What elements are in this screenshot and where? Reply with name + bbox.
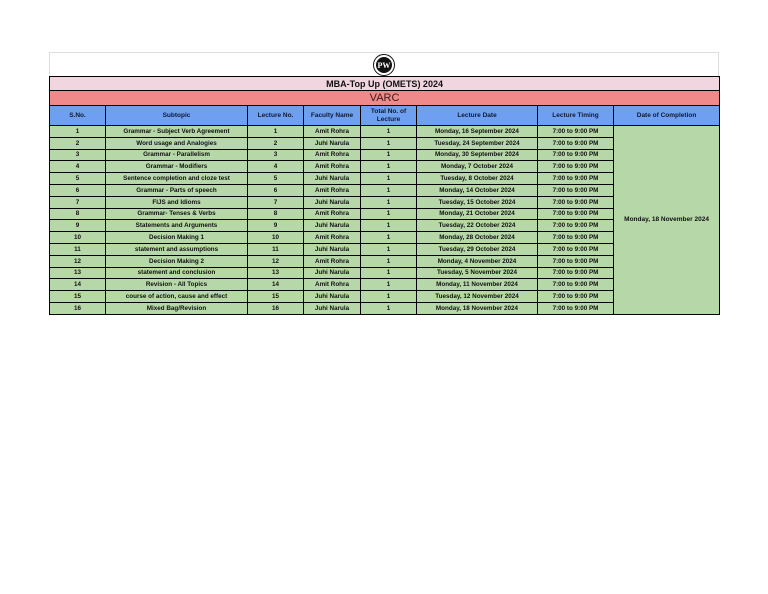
cell-sno: 9 [50,220,106,232]
cell-sno: 2 [50,137,106,149]
col-header-sno: S.No. [50,106,106,126]
cell-lecture-no: 11 [248,243,304,255]
cell-subtopic: FIJS and Idioms [106,196,248,208]
cell-timing: 7:00 to 9:00 PM [538,196,614,208]
col-header-date: Lecture Date [417,106,538,126]
cell-total: 1 [361,220,417,232]
cell-date: Tuesday, 24 September 2024 [417,137,538,149]
cell-total: 1 [361,184,417,196]
cell-faculty: Juhi Narula [304,196,361,208]
cell-sno: 5 [50,173,106,185]
cell-date: Tuesday, 8 October 2024 [417,173,538,185]
schedule-sheet [49,52,719,315]
cell-total: 1 [361,208,417,220]
cell-total: 1 [361,232,417,244]
col-header-subtopic: Subtopic [106,106,248,126]
cell-lecture-no: 12 [248,255,304,267]
cell-subtopic: Decision Making 1 [106,232,248,244]
cell-date: Tuesday, 22 October 2024 [417,220,538,232]
cell-timing: 7:00 to 9:00 PM [538,291,614,303]
cell-faculty: Amit Rohra [304,232,361,244]
cell-faculty: Amit Rohra [304,208,361,220]
cell-faculty: Juhi Narula [304,220,361,232]
col-header-completion: Date of Completion [614,106,720,126]
cell-timing: 7:00 to 9:00 PM [538,279,614,291]
header-row [50,106,720,126]
cell-subtopic: Grammar- Tenses & Verbs [106,208,248,220]
cell-lecture-no: 5 [248,173,304,185]
section-row [50,91,720,106]
cell-date: Monday, 7 October 2024 [417,161,538,173]
col-header-timing: Lecture Timing [538,106,614,126]
cell-date: Tuesday, 5 November 2024 [417,267,538,279]
cell-completion-date: Monday, 18 November 2024 [614,126,720,315]
col-header-total: Total No. of Lecture [361,106,417,126]
cell-total: 1 [361,267,417,279]
cell-date: Monday, 11 November 2024 [417,279,538,291]
cell-faculty: Juhi Narula [304,137,361,149]
cell-date: Tuesday, 12 November 2024 [417,291,538,303]
cell-sno: 4 [50,161,106,173]
cell-lecture-no: 15 [248,291,304,303]
cell-sno: 14 [50,279,106,291]
cell-subtopic: Word usage and Analogies [106,137,248,149]
cell-date: Tuesday, 29 October 2024 [417,243,538,255]
cell-date: Monday, 14 October 2024 [417,184,538,196]
cell-sno: 12 [50,255,106,267]
cell-total: 1 [361,149,417,161]
cell-faculty: Juhi Narula [304,302,361,314]
cell-timing: 7:00 to 9:00 PM [538,149,614,161]
cell-sno: 3 [50,149,106,161]
cell-faculty: Juhi Narula [304,267,361,279]
cell-faculty: Juhi Narula [304,243,361,255]
cell-timing: 7:00 to 9:00 PM [538,243,614,255]
svg-text:PW: PW [377,60,391,70]
col-header-faculty: Faculty Name [304,106,361,126]
table-row [50,126,720,138]
cell-subtopic: Revision - All Topics [106,279,248,291]
cell-sno: 6 [50,184,106,196]
cell-timing: 7:00 to 9:00 PM [538,173,614,185]
cell-timing: 7:00 to 9:00 PM [538,220,614,232]
cell-total: 1 [361,173,417,185]
cell-subtopic: Decision Making 2 [106,255,248,267]
cell-subtopic: statement and conclusion [106,267,248,279]
cell-sno: 11 [50,243,106,255]
cell-sno: 7 [50,196,106,208]
cell-subtopic: Grammar - Subject Verb Agreement [106,126,248,138]
cell-date: Monday, 30 September 2024 [417,149,538,161]
cell-subtopic: Grammar - Modifiers [106,161,248,173]
cell-total: 1 [361,161,417,173]
cell-date: Monday, 21 October 2024 [417,208,538,220]
pw-logo-mark [377,58,391,72]
section-title: VARC [50,91,720,106]
cell-date: Monday, 18 November 2024 [417,302,538,314]
cell-faculty: Juhi Narula [304,291,361,303]
cell-lecture-no: 7 [248,196,304,208]
cell-timing: 7:00 to 9:00 PM [538,267,614,279]
cell-sno: 16 [50,302,106,314]
logo-row [49,52,719,76]
cell-lecture-no: 16 [248,302,304,314]
cell-subtopic: Grammar - Parallelism [106,149,248,161]
cell-total: 1 [361,196,417,208]
cell-subtopic: course of action, cause and effect [106,291,248,303]
cell-timing: 7:00 to 9:00 PM [538,302,614,314]
cell-sno: 1 [50,126,106,138]
cell-total: 1 [361,243,417,255]
cell-subtopic: Statements and Arguments [106,220,248,232]
cell-timing: 7:00 to 9:00 PM [538,126,614,138]
schedule-table [49,76,720,315]
cell-sno: 8 [50,208,106,220]
pw-logo-icon [374,55,394,75]
cell-sno: 13 [50,267,106,279]
cell-lecture-no: 1 [248,126,304,138]
cell-timing: 7:00 to 9:00 PM [538,255,614,267]
cell-subtopic: statement and assumptions [106,243,248,255]
cell-sno: 10 [50,232,106,244]
cell-date: Tuesday, 15 October 2024 [417,196,538,208]
cell-subtopic: Grammar - Parts of speech [106,184,248,196]
cell-timing: 7:00 to 9:00 PM [538,232,614,244]
cell-faculty: Amit Rohra [304,279,361,291]
cell-total: 1 [361,126,417,138]
cell-timing: 7:00 to 9:00 PM [538,137,614,149]
cell-faculty: Juhi Narula [304,173,361,185]
cell-total: 1 [361,302,417,314]
cell-subtopic: Sentence completion and cloze test [106,173,248,185]
cell-timing: 7:00 to 9:00 PM [538,161,614,173]
cell-subtopic: Mixed Bag/Revision [106,302,248,314]
cell-lecture-no: 3 [248,149,304,161]
cell-date: Monday, 16 September 2024 [417,126,538,138]
cell-faculty: Amit Rohra [304,149,361,161]
cell-lecture-no: 4 [248,161,304,173]
title-row [50,77,720,91]
cell-lecture-no: 13 [248,267,304,279]
cell-date: Monday, 28 October 2024 [417,232,538,244]
cell-faculty: Amit Rohra [304,126,361,138]
cell-timing: 7:00 to 9:00 PM [538,184,614,196]
cell-timing: 7:00 to 9:00 PM [538,208,614,220]
cell-faculty: Amit Rohra [304,184,361,196]
cell-lecture-no: 2 [248,137,304,149]
cell-total: 1 [361,279,417,291]
sheet-title: MBA-Top Up (OMETS) 2024 [50,77,720,91]
cell-lecture-no: 6 [248,184,304,196]
cell-total: 1 [361,255,417,267]
cell-lecture-no: 14 [248,279,304,291]
cell-faculty: Amit Rohra [304,161,361,173]
cell-sno: 15 [50,291,106,303]
cell-total: 1 [361,291,417,303]
cell-total: 1 [361,137,417,149]
col-header-lecture-no: Lecture No. [248,106,304,126]
cell-faculty: Amit Rohra [304,255,361,267]
cell-date: Monday, 4 November 2024 [417,255,538,267]
cell-lecture-no: 8 [248,208,304,220]
cell-lecture-no: 9 [248,220,304,232]
cell-lecture-no: 10 [248,232,304,244]
